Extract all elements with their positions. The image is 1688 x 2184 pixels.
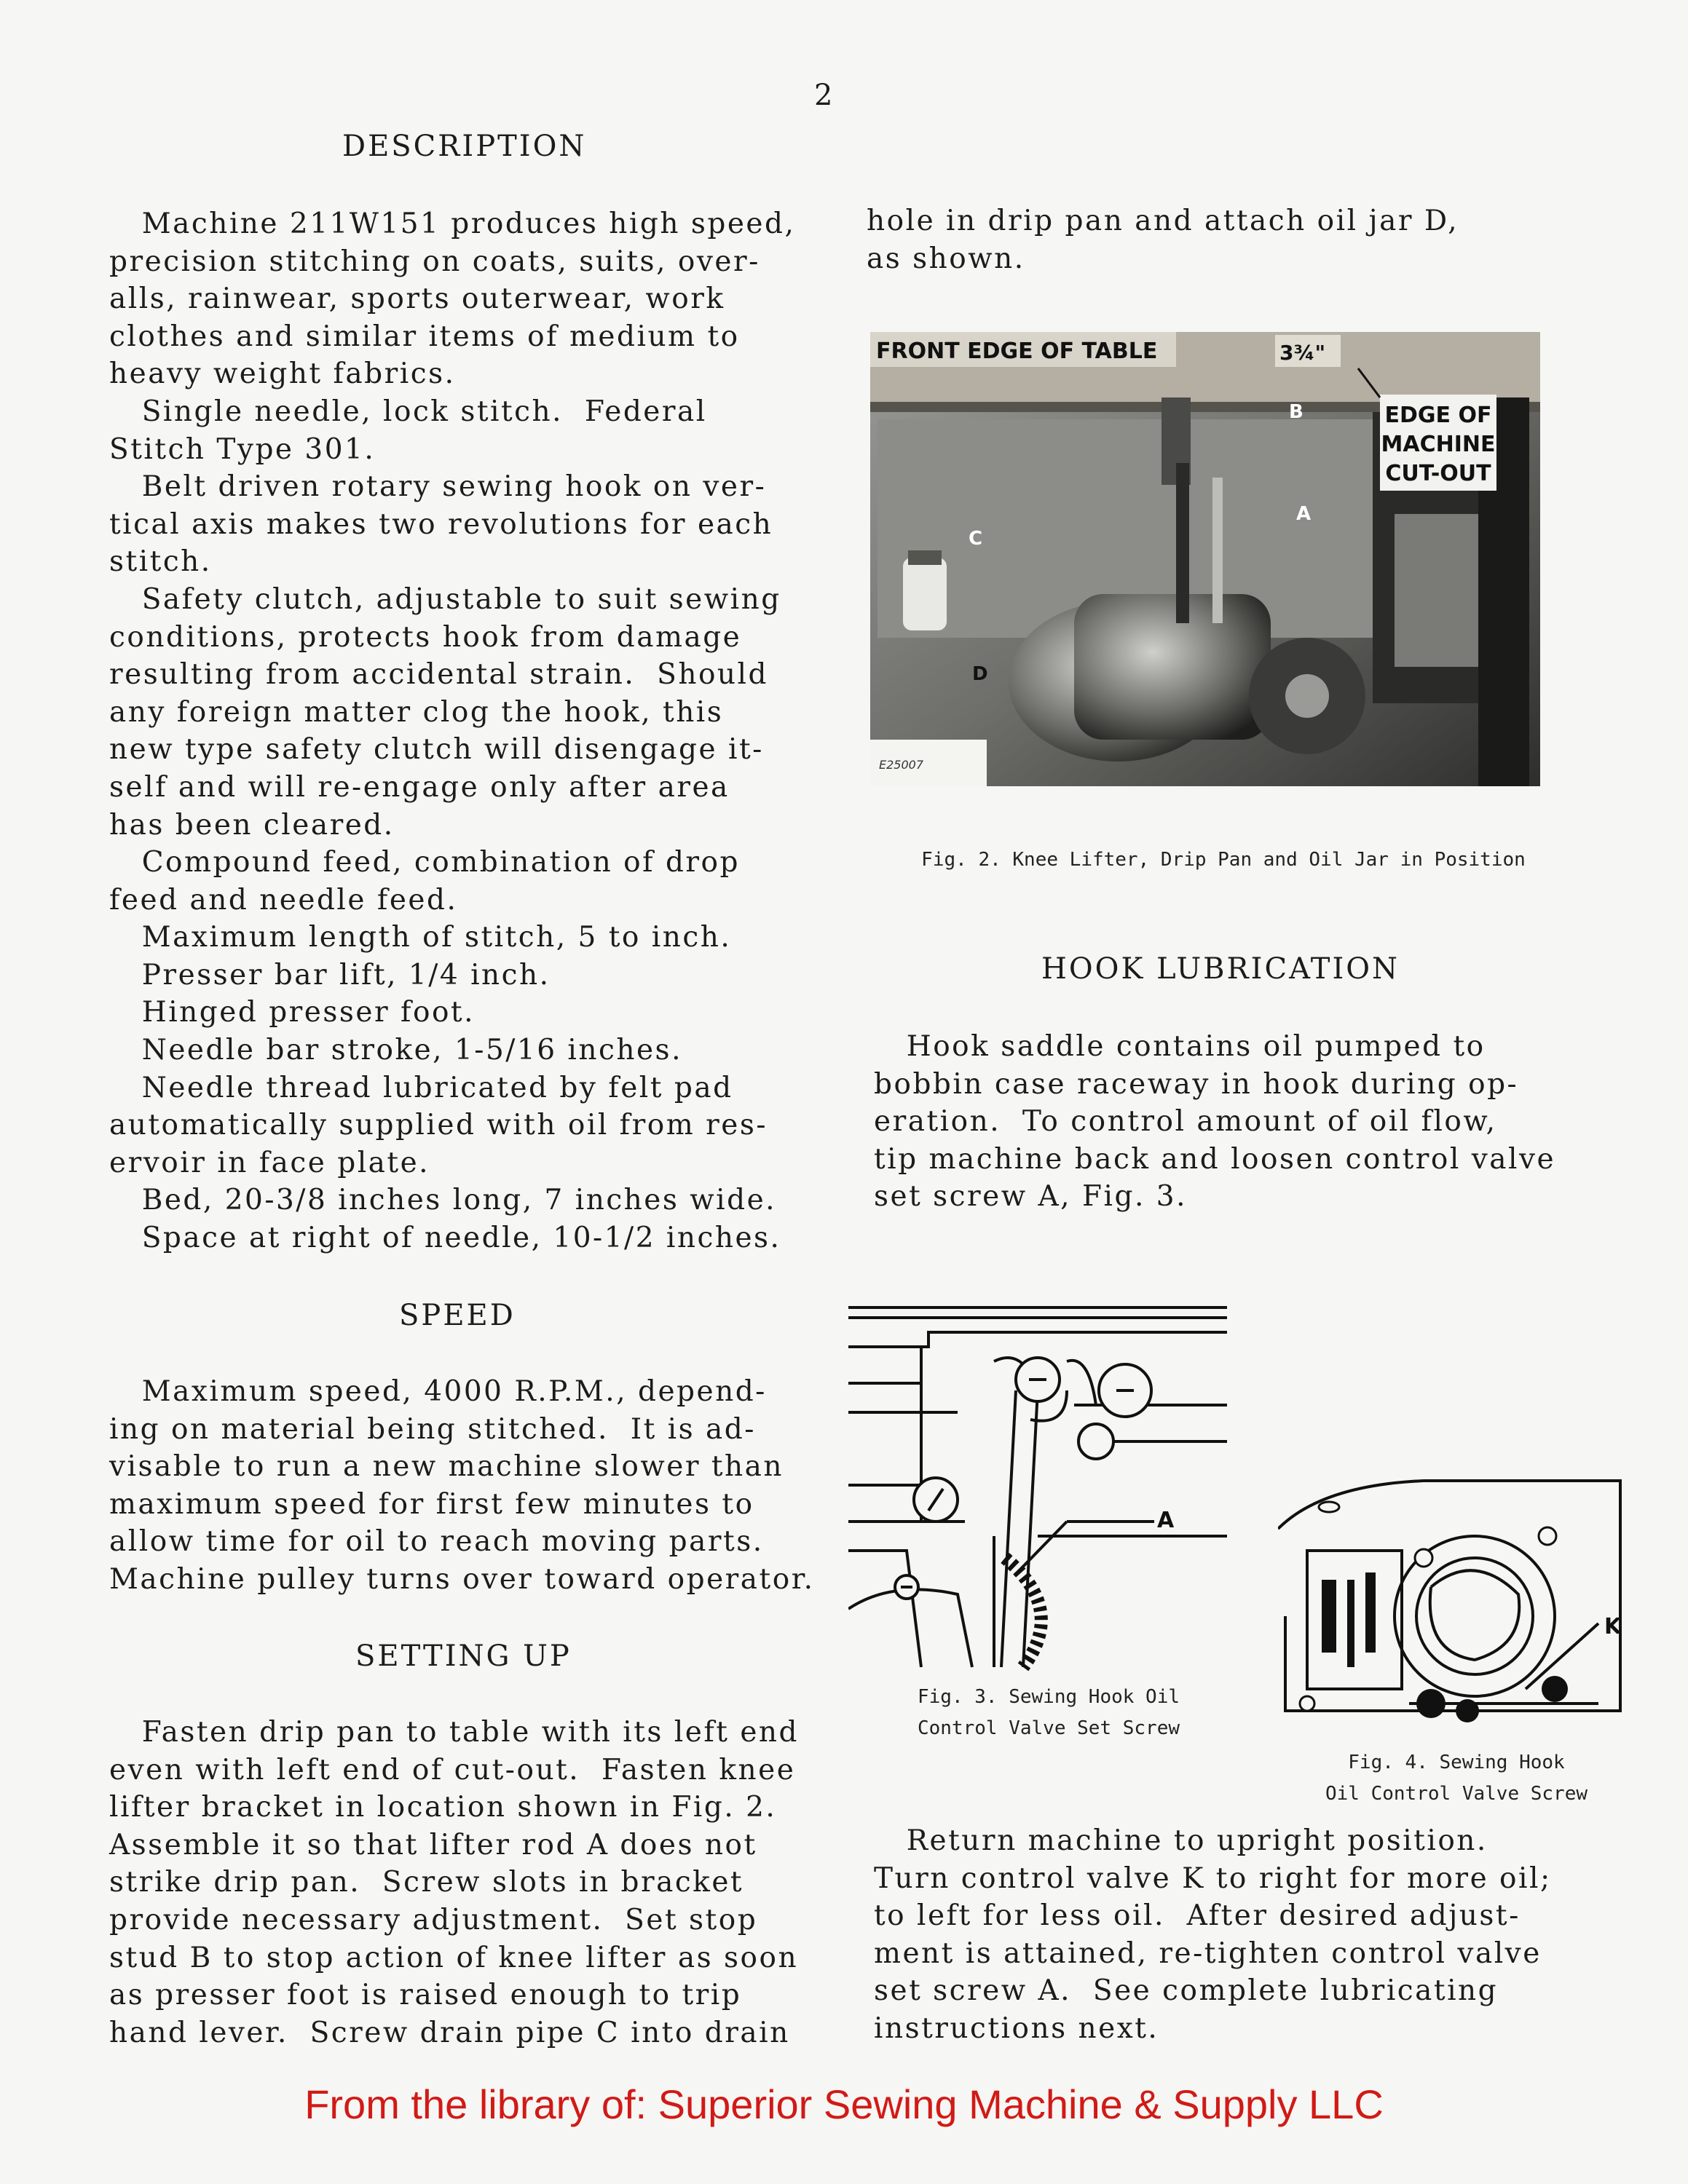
text-line: resulting from accidental strain. Should xyxy=(109,658,768,692)
text-line: feed and needle feed. xyxy=(109,883,458,917)
text-line: set screw A, Fig. 3. xyxy=(874,1180,1187,1214)
text-line: eration. To control amount of oil flow, xyxy=(874,1105,1497,1139)
fig2-photo xyxy=(870,332,1540,786)
fig4-caption: Fig. 4. Sewing Hook Oil Control Valve Screw xyxy=(1325,1752,1588,1805)
text-line: Fasten drip pan to table with its left end xyxy=(109,1716,800,1749)
fig2-callout-a: A xyxy=(1296,503,1312,525)
text-line: precision stitching on coats, suits, over- xyxy=(109,245,760,278)
text-line: has been cleared. xyxy=(109,808,395,842)
setting-up-text xyxy=(109,1714,799,2052)
fig2-callout-c: C xyxy=(969,528,983,550)
fig2-photo-code: E25007 xyxy=(879,758,924,772)
text-line: Machine 211W151 produces high speed, xyxy=(109,207,796,240)
library-footer: From the library of: Superior Sewing Machine & Supply LLC xyxy=(304,2081,1384,2127)
fig2-callout-d: D xyxy=(972,663,988,685)
fig3-caption: Fig. 3. Sewing Hook Oil Control Valve Set Screw xyxy=(917,1686,1180,1739)
text-line: ervoir in face plate. xyxy=(109,1146,430,1179)
text-line: Maximum length of stitch, 5 to inch. xyxy=(109,921,732,954)
text-line: Needle bar stroke, 1-5/16 inches. xyxy=(109,1034,682,1067)
text-line: heavy weight fabrics. xyxy=(109,357,456,391)
fig2-label-dimension: 3¾" xyxy=(1279,341,1326,365)
text-line: Compound feed, combination of drop xyxy=(109,846,741,879)
text-line: Needle thread lubricated by felt pad xyxy=(109,1071,733,1104)
text-line: instructions next. xyxy=(874,2011,1159,2045)
text-line: hand lever. Screw drain pipe C into drain xyxy=(109,2016,790,2049)
text-line: allow time for oil to reach moving parts. xyxy=(109,1525,764,1559)
text-line: maximum speed for first few minutes to xyxy=(109,1487,754,1521)
text-line: self and will re-engage only after area xyxy=(109,770,730,804)
text-line: Belt driven rotary sewing hook on ver- xyxy=(109,470,767,504)
fig3-drawing xyxy=(848,1303,1234,1682)
fig2-label-edge-2: MACHINE xyxy=(1381,432,1496,457)
text-line: Safety clutch, adjustable to suit sewing xyxy=(109,582,781,616)
text-line: visable to run a new machine slower than xyxy=(109,1450,784,1484)
hook-lubrication-text xyxy=(874,1028,1555,1216)
fig4-drawing xyxy=(1278,1471,1628,1733)
setting-up-heading: SETTING UP xyxy=(355,1639,572,1673)
text-line: set screw A. See complete lubricating xyxy=(874,1974,1499,2008)
text-line: strike drip pan. Screw slots in bracket xyxy=(109,1866,744,1899)
text-line: Turn control valve K to right for more oil; xyxy=(874,1861,1552,1895)
speed-heading: SPEED xyxy=(399,1299,516,1332)
return-text xyxy=(874,1822,1552,2048)
text-line: Space at right of needle, 10-1/2 inches. xyxy=(109,1222,781,1255)
description-heading: DESCRIPTION xyxy=(342,130,587,163)
text-line: any foreign matter clog the hook, this xyxy=(109,695,724,729)
text-line: clothes and similar items of medium to xyxy=(109,320,740,353)
fig2-label-front-edge: FRONT EDGE OF TABLE xyxy=(876,339,1158,364)
text-line: Return machine to upright position. xyxy=(874,1824,1488,1857)
text-line: hole in drip pan and attach oil jar D, xyxy=(867,205,1459,237)
text-line: Bed, 20-3/8 inches long, 7 inches wide. xyxy=(109,1184,777,1217)
text-line: conditions, protects hook from damage xyxy=(109,620,742,654)
fig2-callout-b: B xyxy=(1289,401,1304,423)
text-line: lifter bracket in location shown in Fig. 2. xyxy=(109,1791,777,1824)
text-line: tical axis makes two revolutions for each xyxy=(109,507,773,541)
setting-up-continued-text xyxy=(867,202,1459,277)
text-line: stud B to stop action of knee lifter as soon xyxy=(109,1941,799,1974)
text-line: Hinged presser foot. xyxy=(109,996,476,1029)
fig4-callout-k: K xyxy=(1604,1614,1622,1639)
text-line: as presser foot is raised enough to trip xyxy=(109,1979,742,2012)
text-line: to left for less oil. After desired adjust- xyxy=(874,1899,1521,1933)
text-line: Stitch Type 301. xyxy=(109,432,376,466)
text-line: tip machine back and loosen control valve xyxy=(874,1142,1556,1176)
text-line: Machine pulley turns over toward operator. xyxy=(109,1562,815,1596)
speed-text xyxy=(109,1373,814,1599)
text-line: Single needle, lock stitch. Federal xyxy=(109,395,707,428)
hook-lubrication-heading: HOOK LUBRICATION xyxy=(1041,952,1400,986)
fig2-label-edge-1: EDGE OF xyxy=(1384,403,1492,428)
text-line: ing on material being stitched. It is ad- xyxy=(109,1412,756,1446)
text-line: even with left end of cut-out. Fasten knee xyxy=(109,1753,796,1787)
description-text xyxy=(109,205,795,1257)
fig3-callout-a: A xyxy=(1157,1508,1175,1533)
text-line: as shown. xyxy=(867,242,1025,275)
text-line: bobbin case raceway in hook during op- xyxy=(874,1067,1519,1101)
text-line: alls, rainwear, sports outerwear, work xyxy=(109,282,725,316)
text-line: ment is attained, re-tighten control valve xyxy=(874,1936,1542,1970)
text-line: automatically supplied with oil from res- xyxy=(109,1109,768,1142)
fig2-label-edge-3: CUT-OUT xyxy=(1385,461,1491,486)
text-line: Assemble it so that lifter rod A does not xyxy=(109,1828,757,1861)
text-line: provide necessary adjustment. Set stop xyxy=(109,1903,758,1936)
text-line: new type safety clutch will disengage it- xyxy=(109,733,764,767)
text-line: Presser bar lift, 1/4 inch. xyxy=(109,958,551,992)
text-line: Hook saddle contains oil pumped to xyxy=(874,1030,1486,1063)
text-line: Maximum speed, 4000 R.P.M., depend- xyxy=(109,1375,767,1408)
text-line: stitch. xyxy=(109,545,212,579)
page-number: 2 xyxy=(814,79,833,112)
fig2-caption: Fig. 2. Knee Lifter, Drip Pan and Oil Jar in Position xyxy=(921,849,1526,871)
